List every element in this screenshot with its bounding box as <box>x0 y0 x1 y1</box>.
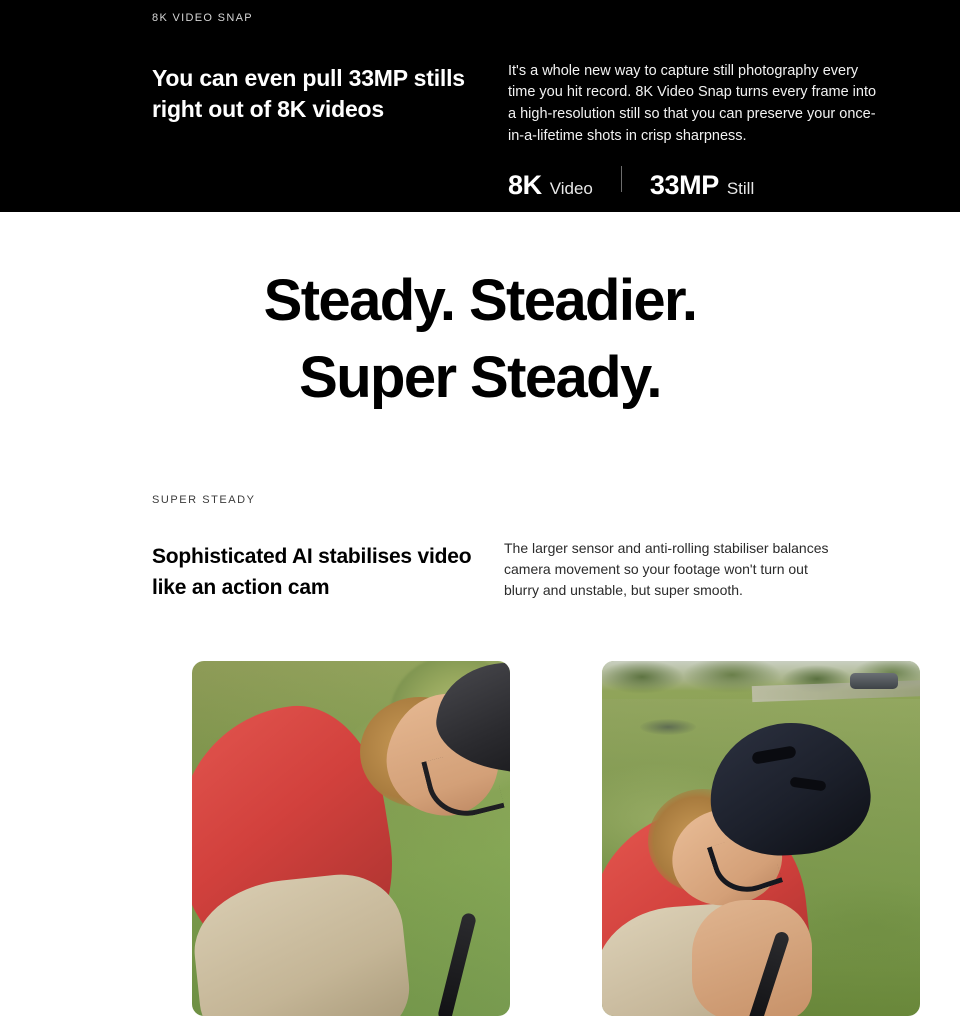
feature-heading: Sophisticated AI stabilises video like an action cam <box>152 545 472 600</box>
spec-unit: Still <box>726 179 755 198</box>
headline-line-2: Super Steady. <box>299 345 661 411</box>
section-heading: You can even pull 33MP stills right out of 8K videos <box>152 65 465 123</box>
comparison-image-pair <box>152 645 960 1032</box>
spec-unit: Video <box>549 179 593 198</box>
photo-stabilised <box>602 661 920 1016</box>
video-snap-section <box>0 0 960 212</box>
section-eyebrow: 8K VIDEO SNAP <box>152 12 253 24</box>
photo-unstabilised <box>192 661 510 1016</box>
spec-value: 8K <box>508 170 542 200</box>
spec-item-video <box>508 170 593 201</box>
headline-line-1: Steady. Steadier. <box>263 268 697 333</box>
super-steady-section <box>0 494 960 644</box>
spec-item-still <box>650 170 754 201</box>
spec-value: 33MP <box>649 170 719 200</box>
section-body: It's a whole new way to capture still photography every time you hit record. 8K Video Snap turns every frame into a high-resolution still so that you can preserve your once-in-a-lifetime shots in crisp sharpness. <box>508 62 877 144</box>
feature-eyebrow: SUPER STEADY <box>152 494 256 507</box>
feature-body: The larger sensor and anti-rolling stabiliser balances camera movement so your footage won't turn out blurry and unstable, but super smooth. <box>504 540 829 599</box>
photo-rider-arm <box>692 900 812 1016</box>
steady-headline-block <box>0 212 960 416</box>
spec-list <box>508 168 754 201</box>
spec-divider <box>621 166 622 192</box>
page-title <box>0 262 960 416</box>
photo-car <box>850 673 898 689</box>
photo-puddle <box>640 719 696 735</box>
